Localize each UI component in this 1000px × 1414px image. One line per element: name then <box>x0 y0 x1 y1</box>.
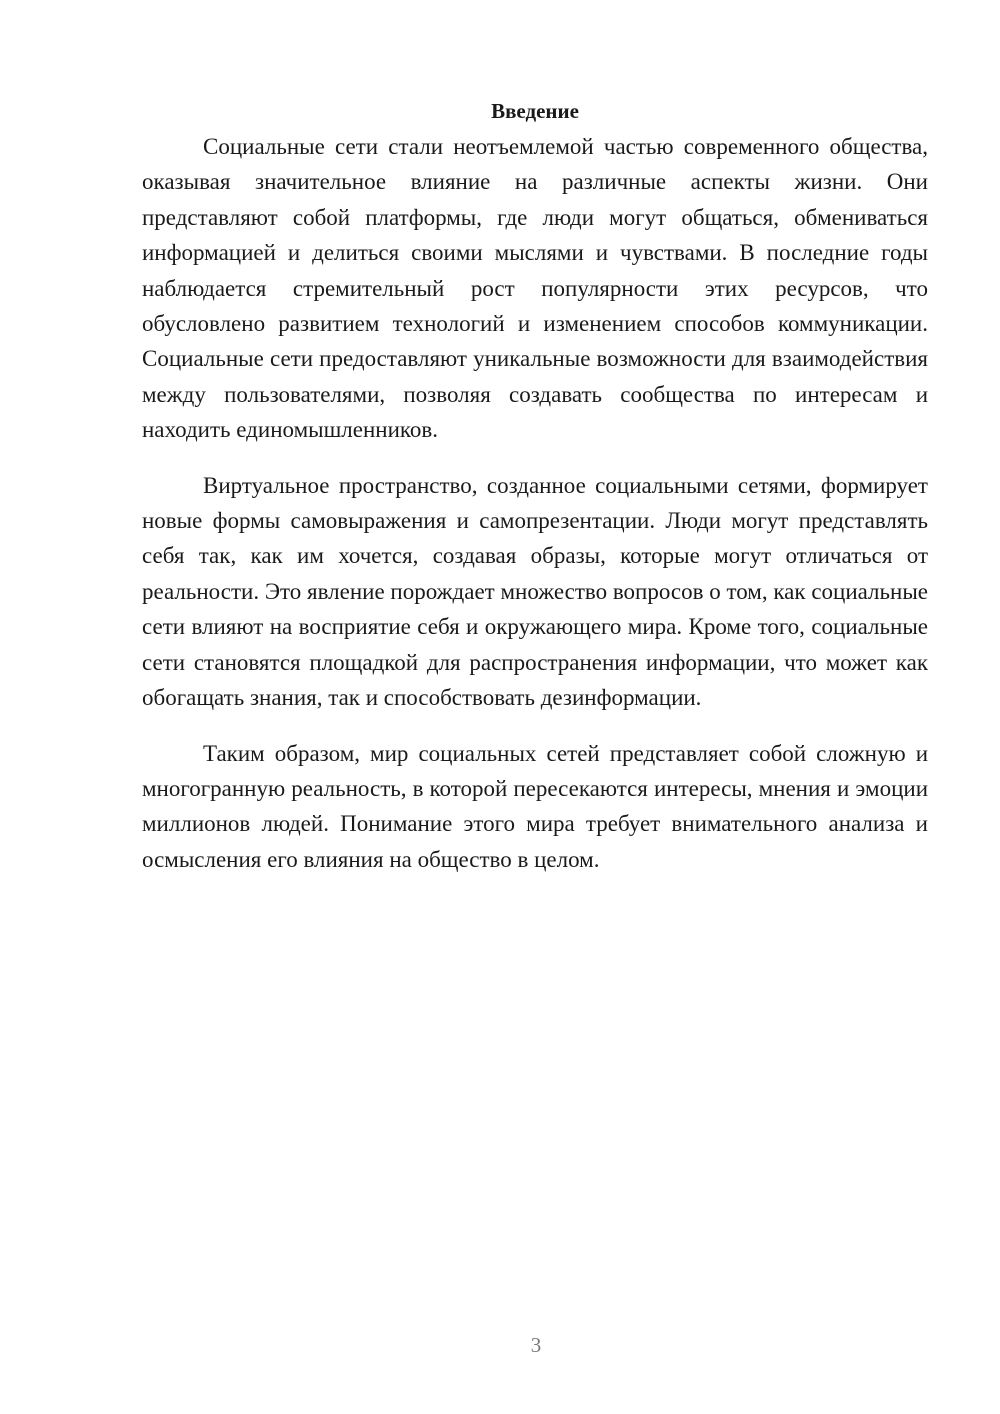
paragraph-1: Социальные сети стали неотъемлемой частью современного общества, оказывая значительное влияние на различные аспекты жизни. Они представляют собой платформы, где люди могут общаться, обмениваться информацией и делиться своими мыслями и чувствами. В последние годы наблюдается стремительный рост популярности этих ресурсов, что обусловлено развитием технологий и изменением способов коммуникации. Социальные сети предоставляют уникальные возможности для взаимодействия между пользователями, позволяя создавать сообщества по интересам и находить единомышленников. <box>142 134 928 443</box>
paragraph-3: Таким образом, мир социальных сетей представляет собой сложную и многогранную реальность, в которой пересекаются интересы, мнения и эмоции миллионов людей. Понимание этого мира требует внимательного анализа и осмысления его влияния на общество в целом. <box>142 740 928 872</box>
page-content <box>142 94 928 877</box>
paragraph-2: Виртуальное пространство, созданное социальными сетями, формирует новые формы самовыражения и самопрезентации. Люди могут представлять себя так, как им хочется, создавая образы, которые могут отличаться от реальности. Это явление порождает множество вопросов о том, как социальные сети влияют на восприятие себя и окружающего мира. Кроме того, социальные сети становятся площадкой для распространения информации, что может как обогащать знания, так и способствовать дезинформации. <box>142 472 928 711</box>
section-heading: Введение <box>491 99 579 123</box>
page-number: 3 <box>530 1333 542 1357</box>
